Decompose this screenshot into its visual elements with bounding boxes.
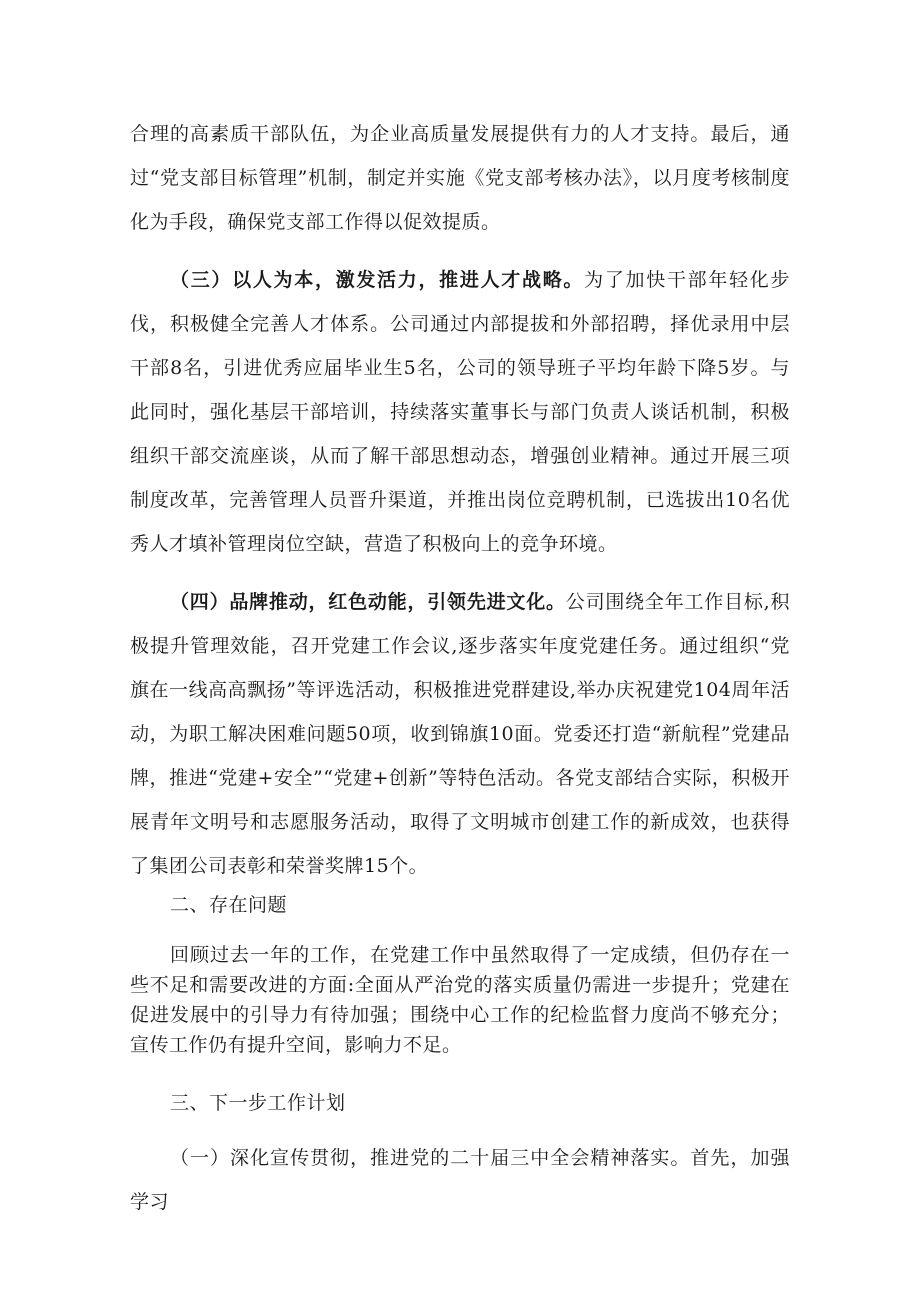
paragraph-continued: 合理的高素质干部队伍，为企业高质量发展提供有力的人才支持。最后，通过“党支部目标管理”机制，制定并实施《党支部考核办法》，以月度考核制度化为手段，确保党支部工作得以促效提质。 [130,123,790,233]
paragraph-title: （三）以人为本，激发活力，推进人才战略。 [170,269,585,291]
paragraph-body: 公司围绕全年工作目标,积极提升管理效能，召开党建工作会议,逐步落实年度党建任务。通过组织“党旗在一线高高飘扬”等评选活动，积极推进党群建设,举办庆祝建党104周年活动，为职工解决困难问题50项，收到锦旗10面。党委还打造“新航程”党建品牌，推进“党建+安全”“党建+创新”等特色活动。各党支部结合实际，积极开展青年文明号和志愿服务活动，取得了文明城市创建工作的新成效，也获得了集团公司表彰和荣誉奖牌15个。 [130,591,790,877]
section-heading-problems: 二、存在问题 [170,894,288,916]
paragraph-problems: 回顾过去一年的工作，在党建工作中虽然取得了一定成绩，但仍存在一些不足和需要改进的方面:全面从严治党的落实质量仍需进一步提升；党建在促进发展中的引导力有待加强；围绕中心工作的纪检监督力度尚不够充分；宣传工作仍有提升空间，影响力不足。 [130,944,790,1056]
paragraph-next-plan-1: （一）深化宣传贯彻，推进党的二十届三中全会精神落实。首先，加强学习 [130,1147,790,1213]
paragraph-body: 为了加快干部年轻化步伐，积极健全完善人才体系。公司通过内部提拔和外部招聘，择优录用中层干部8名，引进优秀应届毕业生5名，公司的领导班子平均年龄下降5岁。与此同时，强化基层干部培训，持续落实董事长与部门负责人谈话机制，积极组织干部交流座谈，从而了解干部思想动态，增强创业精神。通过开展三项制度改革，完善管理人员晋升渠道，并推出岗位竞聘机制，已选拔出10名优秀人才填补管理岗位空缺，营造了积极向上的竞争环境。 [130,269,790,555]
document-page [130,112,790,1224]
paragraph-brand-culture [130,580,790,888]
paragraph-talent-strategy [130,258,790,566]
paragraph-title: （四）品牌推动，红色动能，引领先进文化。 [170,591,566,613]
section-heading-next-plan: 三、下一步工作计划 [170,1092,346,1114]
